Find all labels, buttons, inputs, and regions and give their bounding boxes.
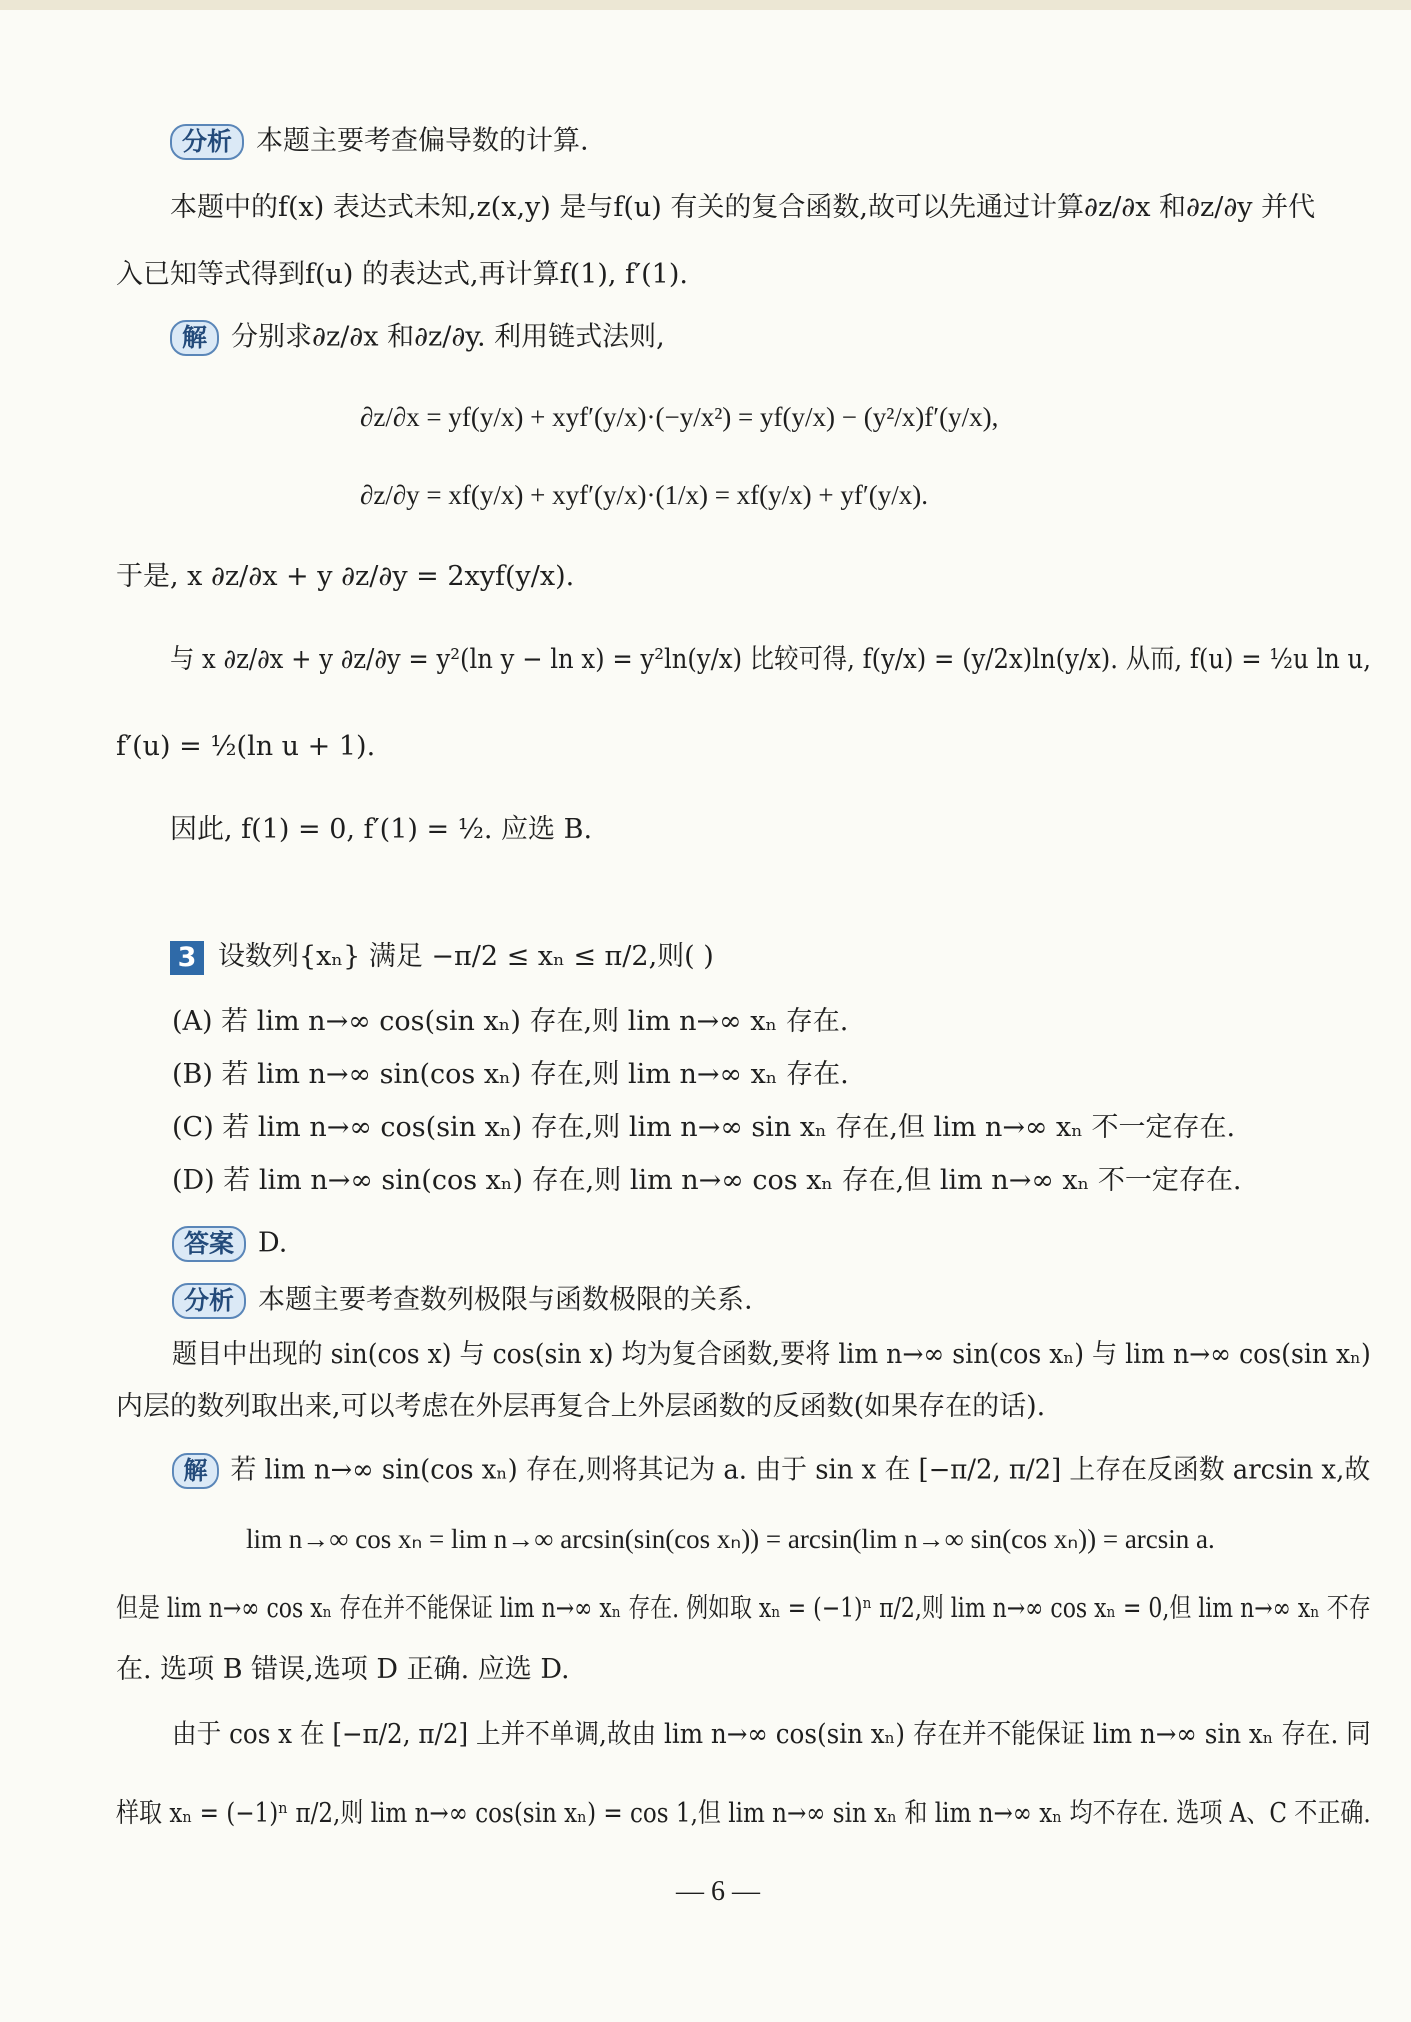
- q2-analysis-text: 本题主要考查偏导数的计算.: [256, 125, 589, 157]
- q3-option-b: (B) 若 lim n→∞ sin(cos xₙ) 存在,则 lim n→∞ xₙ 存在.: [172, 1059, 849, 1090]
- q3-but-line2: 在. 选项 B 错误,选项 D 正确. 应选 D.: [116, 1654, 570, 1685]
- q3-option-a: (A) 若 lim n→∞ cos(sin xₙ) 存在,则 lim n→∞ xₙ 存在.: [172, 1006, 849, 1037]
- q2-solution-text: 分别求∂z/∂x 和∂z/∂y. 利用链式法则,: [231, 321, 665, 353]
- q2-equation-dzdx: ∂z/∂x = yf(y/x) + xyf′(y/x)·(−y/x²) = yf(y/x) − (y²/x)f′(y/x),: [360, 402, 999, 432]
- solution-badge: 解: [170, 320, 219, 356]
- solution-badge: 解: [172, 1453, 219, 1489]
- q3-but-line1: 但是 lim n→∞ cos xₙ 存在并不能保证 lim n→∞ xₙ 存在. 例如取 xₙ = (−1)ⁿ π/2,则 lim n→∞ cos xₙ = 0,但 lim n→∞ xₙ 不存: [116, 1593, 1371, 1624]
- q3-analysis-para-line1: 题目中出现的 sin(cos x) 与 cos(sin x) 均为复合函数,要将 lim n→∞ sin(cos xₙ) 与 lim n→∞ cos(sin xₙ): [172, 1339, 1371, 1370]
- q2-line-compare: 与 x ∂z/∂x + y ∂z/∂y = y²(ln y − ln x) = y²ln(y/x) 比较可得, f(y/x) = (y/2x)ln(y/x). 从而, f(u) = ½u ln u,: [170, 644, 1371, 675]
- top-edge-strip: [0, 0, 1411, 10]
- q3-last-line1: 由于 cos x 在 [−π/2, π/2] 上并不单调,故由 lim n→∞ cos(sin xₙ) 存在并不能保证 lim n→∞ sin xₙ 存在. 同: [172, 1719, 1371, 1750]
- q3-solution-line: [172, 1453, 1370, 1489]
- q3-stem: 设数列{xₙ} 满足 −π/2 ≤ xₙ ≤ π/2,则( ): [218, 941, 714, 972]
- analysis-badge: 分析: [172, 1283, 246, 1319]
- q2-line-fprime: f′(u) = ½(ln u + 1).: [116, 731, 376, 762]
- question-number-badge: 3: [170, 941, 204, 975]
- analysis-badge: 分析: [170, 124, 244, 160]
- q3-option-c: (C) 若 lim n→∞ cos(sin xₙ) 存在,则 lim n→∞ sin xₙ 存在,但 lim n→∞ xₙ 不一定存在.: [172, 1112, 1236, 1143]
- q2-solution-line: [170, 320, 665, 356]
- q2-equation-dzdy: ∂z/∂y = xf(y/x) + xyf′(y/x)·(1/x) = xf(y/x) + yf′(y/x).: [360, 480, 929, 510]
- q3-analysis-line: [172, 1283, 753, 1319]
- q3-last-line2: 样取 xₙ = (−1)ⁿ π/2,则 lim n→∞ cos(sin xₙ) = cos 1,但 lim n→∞ sin xₙ 和 lim n→∞ xₙ 均不存在. 选项 A、C 不正确.: [116, 1798, 1371, 1829]
- q2-line-conclusion: 因此, f(1) = 0, f′(1) = ½. 应选 B.: [170, 814, 593, 845]
- q3-answer-text: D.: [258, 1227, 288, 1259]
- q3-stem-line: [170, 940, 714, 975]
- q3-solution-equation: lim n→∞ cos xₙ = lim n→∞ arcsin(sin(cos xₙ)) = arcsin(lim n→∞ sin(cos xₙ)) = arcsin a.: [246, 1524, 1215, 1554]
- q3-analysis-para-line2: 内层的数列取出来,可以考虑在外层再复合上外层函数的反函数(如果存在的话).: [116, 1391, 1046, 1422]
- q3-analysis-text: 本题主要考查数列极限与函数极限的关系.: [258, 1284, 753, 1316]
- q2-line-yushi: 于是, x ∂z/∂x + y ∂z/∂y = 2xyf(y/x).: [116, 561, 575, 592]
- page-number: — 6 —: [676, 1876, 760, 1907]
- q3-solution-text: 若 lim n→∞ sin(cos xₙ) 存在,则将其记为 a. 由于 sin x 在 [−π/2, π/2] 上存在反函数 arcsin x,故: [230, 1454, 1371, 1486]
- q2-para1-line1: 本题中的f(x) 表达式未知,z(x,y) 是与f(u) 有关的复合函数,故可以先通过计算∂z/∂x 和∂z/∂y 并代: [170, 192, 1316, 223]
- q2-analysis-line: [170, 124, 589, 160]
- q3-option-d: (D) 若 lim n→∞ sin(cos xₙ) 存在,则 lim n→∞ cos xₙ 存在,但 lim n→∞ xₙ 不一定存在.: [172, 1165, 1242, 1196]
- q3-answer-line: [172, 1226, 287, 1262]
- answer-badge: 答案: [172, 1226, 246, 1262]
- q2-para1-line2: 入已知等式得到f(u) 的表达式,再计算f(1), f′(1).: [116, 259, 688, 290]
